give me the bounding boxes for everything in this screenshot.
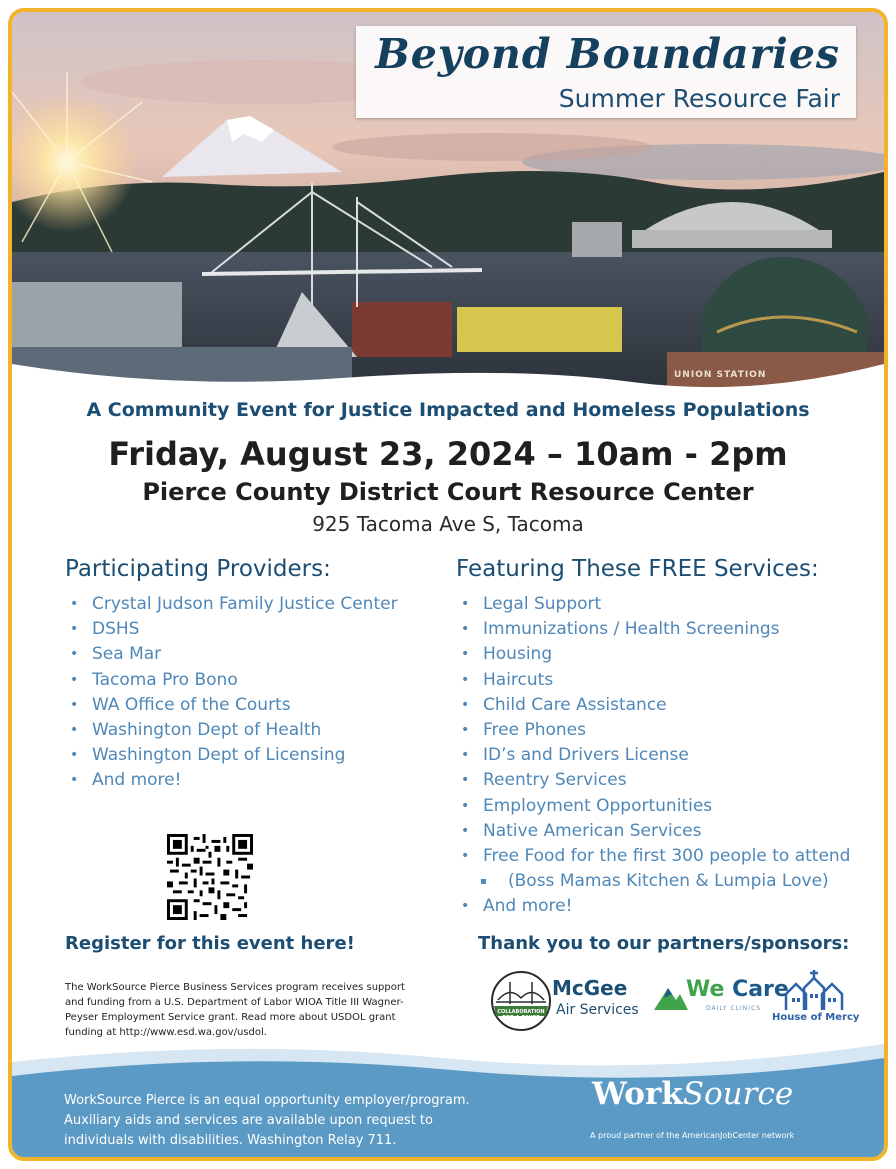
registration-qr-code[interactable] <box>167 834 253 920</box>
list-item: • ID’s and Drivers License <box>456 743 850 768</box>
list-item: • Free Phones <box>456 718 850 743</box>
list-item: • WA Office of the Courts <box>65 693 398 718</box>
list-item: • Legal Support <box>456 592 850 617</box>
list-item: • And more! <box>456 894 850 919</box>
mcgee-logo-name: McGee <box>552 976 628 1000</box>
providers-list <box>65 592 398 794</box>
list-item: • DSHS <box>65 617 398 642</box>
list-item: • Employment Opportunities <box>456 794 850 819</box>
list-item: • Reentry Services <box>456 768 850 793</box>
list-item: • Sea Mar <box>65 642 398 667</box>
list-item: • Child Care Assistance <box>456 693 850 718</box>
we-care-care: Care <box>724 977 789 1002</box>
event-address: 925 Tacoma Ave S, Tacoma <box>312 512 584 536</box>
list-item: • Crystal Judson Family Justice Center <box>65 592 398 617</box>
flyer <box>8 8 888 1161</box>
house-of-mercy-logo-icon <box>782 970 846 1012</box>
collaboration-for-a-cause-logo <box>490 970 552 1032</box>
bridge-logo-text: COLLABORATION FOR A CAUSE <box>497 1009 545 1021</box>
worksource-logo <box>592 1076 793 1112</box>
register-link[interactable]: Register for this event here! <box>65 933 355 954</box>
services-heading: Featuring These FREE Services: <box>456 556 819 582</box>
we-care-mountain-icon <box>654 982 688 1012</box>
we-care-we: We <box>686 977 725 1002</box>
funding-disclaimer: The WorkSource Pierce Business Services program receives support and funding from a U.S. Department of Labor WIOA Title III Wagner-Peyser Employment Service grant. Read more about USDOL grant funding at http://www.esd.wa.gov/usdol. <box>65 982 405 1038</box>
event-venue: Pierce County District Court Resource Center <box>142 478 754 506</box>
worksource-tagline: A proud partner of the AmericanJobCenter network <box>590 1131 795 1140</box>
worksource-logo-work: Work <box>592 1076 683 1112</box>
list-item: • Tacoma Pro Bono <box>65 668 398 693</box>
list-item: • And more! <box>65 768 398 793</box>
providers-heading: Participating Providers: <box>65 556 331 582</box>
union-station-sign: UNION STATION <box>674 370 767 380</box>
worksource-logo-source: Source <box>682 1076 794 1112</box>
event-date-time: Friday, August 23, 2024 – 10am - 2pm <box>108 435 788 473</box>
event-subtitle: Summer Resource Fair <box>558 84 840 113</box>
list-item: • Housing <box>456 642 850 667</box>
list-item: • Immunizations / Health Screenings <box>456 617 850 642</box>
mcgee-logo-sub: Air Services <box>556 1002 639 1018</box>
sponsors-heading: Thank you to our partners/sponsors: <box>478 933 850 954</box>
event-title: Beyond Boundaries <box>375 30 840 78</box>
list-item: • Washington Dept of Licensing <box>65 743 398 768</box>
audience-heading: A Community Event for Justice Impacted and Homeless Populations <box>86 399 810 421</box>
list-item: • Haircuts <box>456 668 850 693</box>
list-sub-item: ▪ (Boss Mamas Kitchen & Lumpia Love) <box>456 869 850 894</box>
house-of-mercy-name: House of Mercy <box>772 1012 860 1023</box>
we-care-tagline: DAILY CLINICS <box>706 1005 762 1012</box>
list-item: • Washington Dept of Health <box>65 718 398 743</box>
title-banner <box>356 26 856 118</box>
services-list <box>456 592 850 920</box>
list-item: • Free Food for the first 300 people to attend <box>456 844 850 869</box>
list-item: • Native American Services <box>456 819 850 844</box>
we-care-logo <box>686 977 789 1002</box>
eeo-statement: WorkSource Pierce is an equal opportunity employer/program. Auxiliary aids and services are available upon request to individuals with disabilities. Washington Relay 711. <box>64 1093 470 1148</box>
hero-photo <box>12 12 884 397</box>
